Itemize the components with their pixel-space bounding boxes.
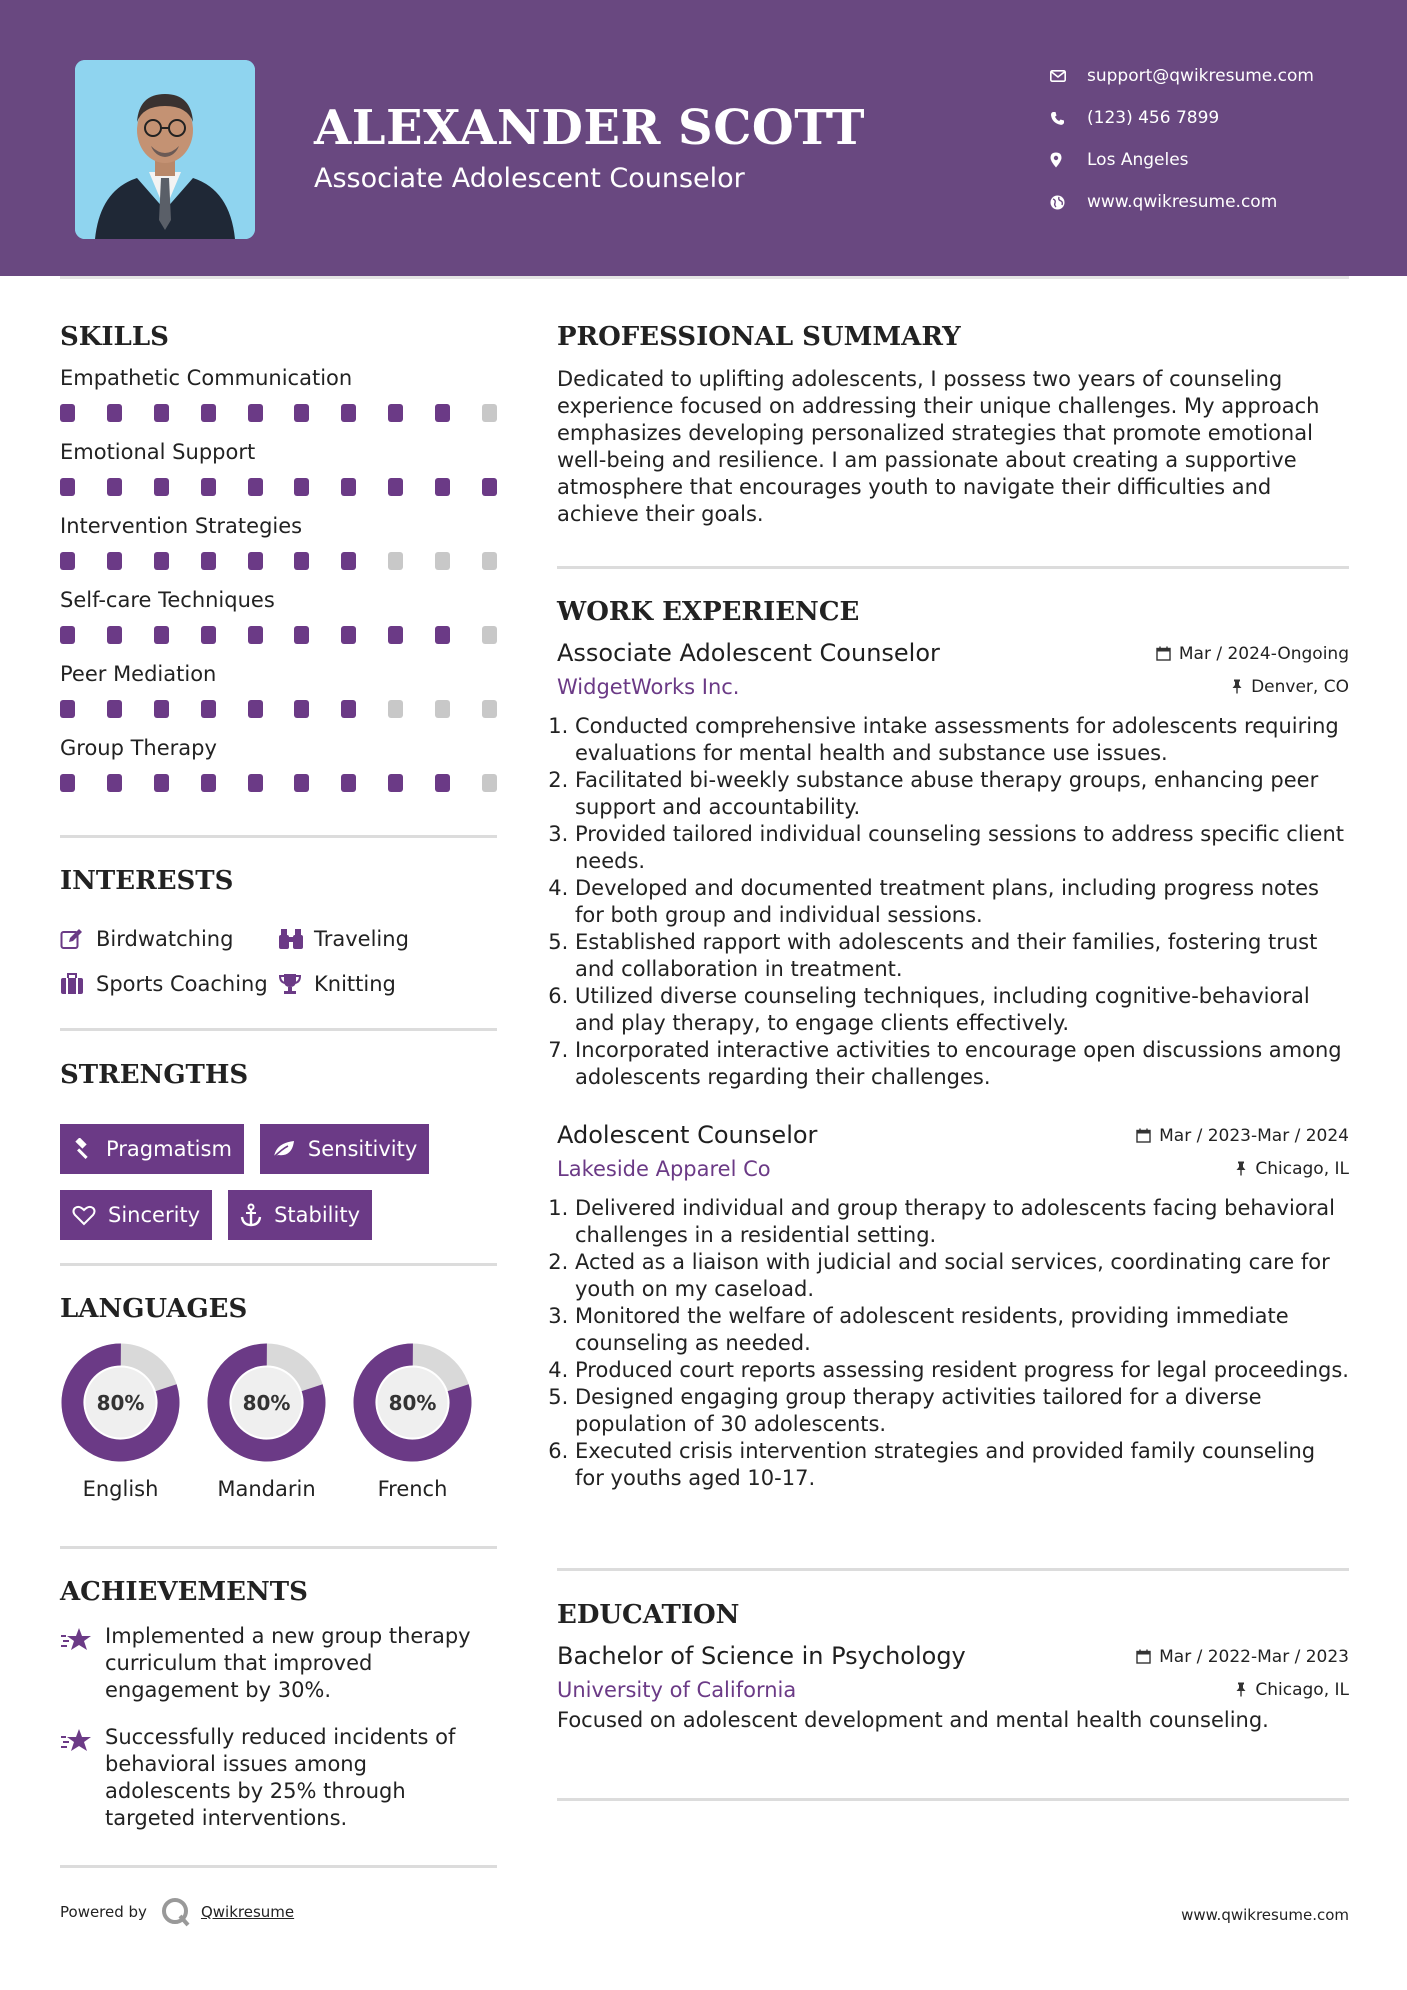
section-divider bbox=[60, 1263, 497, 1266]
skill-dot-filled bbox=[60, 404, 75, 422]
skill-dot-filled bbox=[154, 478, 169, 496]
skill-dot-filled bbox=[107, 700, 122, 718]
contact-location bbox=[1050, 139, 1380, 181]
skill-item bbox=[60, 736, 497, 810]
languages-list bbox=[60, 1342, 497, 1501]
summary-title: PROFESSIONAL SUMMARY bbox=[557, 322, 961, 352]
skill-dot-filled bbox=[248, 774, 263, 792]
strength-tag bbox=[260, 1124, 429, 1174]
skill-name: Peer Mediation bbox=[60, 662, 217, 686]
skill-dot-filled bbox=[435, 774, 450, 792]
skill-dot-filled bbox=[341, 478, 356, 496]
skill-dot-filled bbox=[388, 626, 403, 644]
job-dates bbox=[1136, 1126, 1349, 1146]
skill-dot-filled bbox=[154, 700, 169, 718]
achievements-title: ACHIEVEMENTS bbox=[60, 1577, 308, 1607]
contact-phone[interactable] bbox=[1050, 97, 1380, 139]
skill-dot-filled bbox=[201, 404, 216, 422]
skill-dot-filled bbox=[60, 774, 75, 792]
language-item bbox=[60, 1342, 181, 1501]
skill-dot-filled bbox=[482, 478, 497, 496]
duty-item: 4. Developed and documented treatment plans, including progress notes for both group and individual sessions. bbox=[575, 875, 1349, 929]
header-divider bbox=[60, 276, 1349, 279]
skill-name: Emotional Support bbox=[60, 440, 256, 464]
interest-item bbox=[60, 924, 278, 953]
school-name: University of California bbox=[557, 1678, 797, 1702]
job-location-text: Chicago, IL bbox=[1255, 1158, 1349, 1179]
skill-dot-filled bbox=[341, 700, 356, 718]
duty-item: 1. Conducted comprehensive intake assessments for adolescents requiring evaluations for mental health and substance use issues. bbox=[575, 713, 1349, 767]
skill-dot-filled bbox=[107, 478, 122, 496]
skill-dot-filled bbox=[435, 626, 450, 644]
duty-item: 5. Established rapport with adolescents and their families, fostering trust and collaboration in treatment. bbox=[575, 929, 1349, 983]
skill-dot-empty bbox=[435, 700, 450, 718]
skill-dot-filled bbox=[248, 478, 263, 496]
achievements-section bbox=[60, 1577, 497, 1832]
globe-icon bbox=[1050, 195, 1087, 210]
duty-item: 1. Delivered individual and group therapy to adolescents facing behavioral challenges in a residential setting. bbox=[575, 1195, 1349, 1249]
skill-dot-filled bbox=[388, 774, 403, 792]
contact-list bbox=[1050, 55, 1380, 223]
duty-item: 6. Utilized diverse counseling techniques, including cognitive-behavioral and play therapy, to engage clients effectively. bbox=[575, 983, 1349, 1037]
calendar-icon bbox=[1136, 1649, 1151, 1664]
contact-email-text: support@qwikresume.com bbox=[1087, 66, 1314, 86]
achievement-item bbox=[60, 1623, 497, 1704]
skill-dot-filled bbox=[201, 700, 216, 718]
skill-dot-filled bbox=[107, 626, 122, 644]
skill-dot-empty bbox=[482, 552, 497, 570]
skill-dot-filled bbox=[294, 774, 309, 792]
section-divider bbox=[60, 1546, 497, 1549]
job-title: Associate Adolescent Counselor bbox=[557, 639, 940, 667]
education-entry bbox=[557, 1642, 1349, 1732]
skill-dot-filled bbox=[154, 774, 169, 792]
skill-item bbox=[60, 440, 497, 514]
section-divider bbox=[60, 835, 497, 838]
duties-list bbox=[557, 1195, 1349, 1492]
education-dates bbox=[1136, 1647, 1349, 1667]
company-name: Lakeside Apparel Co bbox=[557, 1157, 771, 1181]
job-dates-text: Mar / 2024-Ongoing bbox=[1178, 643, 1349, 664]
skill-dot-empty bbox=[482, 626, 497, 644]
language-ring bbox=[352, 1342, 473, 1463]
skill-dot-filled bbox=[107, 404, 122, 422]
education-section bbox=[557, 1600, 1349, 1732]
skill-name: Intervention Strategies bbox=[60, 514, 303, 538]
skill-dot-filled bbox=[388, 404, 403, 422]
interests-title: INTERESTS bbox=[60, 866, 234, 896]
section-divider bbox=[557, 566, 1349, 569]
star-icon bbox=[60, 1724, 105, 1832]
duty-item: 7. Incorporated interactive activities to encourage open discussions among adolescents regarding their challenges. bbox=[575, 1037, 1349, 1091]
skill-dot-filled bbox=[60, 478, 75, 496]
job-entry bbox=[557, 639, 1349, 1091]
skill-dot-filled bbox=[154, 404, 169, 422]
section-divider bbox=[557, 1798, 1349, 1801]
interest-item bbox=[278, 924, 497, 953]
job-location-text: Denver, CO bbox=[1251, 676, 1349, 697]
duty-item: 2. Acted as a liaison with judicial and social services, coordinating care for youth on my caseload. bbox=[575, 1249, 1349, 1303]
interest-item bbox=[278, 969, 497, 998]
skill-level-dots bbox=[60, 692, 497, 736]
duty-item: 3. Monitored the welfare of adolescent residents, providing immediate counseling as needed. bbox=[575, 1303, 1349, 1357]
strengths-list bbox=[60, 1124, 497, 1240]
skill-dot-filled bbox=[341, 626, 356, 644]
skill-level-dots bbox=[60, 766, 497, 810]
pencil-icon bbox=[60, 928, 96, 950]
phone-icon bbox=[1050, 111, 1087, 126]
skill-dot-filled bbox=[435, 404, 450, 422]
location-icon bbox=[1050, 152, 1087, 168]
footer-website[interactable]: www.qwikresume.com bbox=[1181, 1906, 1349, 1924]
candidate-title: Associate Adolescent Counselor bbox=[314, 163, 745, 194]
strength-tag bbox=[228, 1190, 372, 1240]
skill-name: Self-care Techniques bbox=[60, 588, 275, 612]
job-dates bbox=[1156, 644, 1349, 664]
strengths-title: STRENGTHS bbox=[60, 1060, 249, 1090]
duty-item: 2. Facilitated bi-weekly substance abuse therapy groups, enhancing peer support and accountability. bbox=[575, 767, 1349, 821]
interest-label: Sports Coaching bbox=[96, 971, 268, 996]
skills-section bbox=[60, 322, 497, 810]
experience-section bbox=[557, 597, 1349, 1492]
pin-icon bbox=[1235, 1682, 1247, 1697]
strengths-section bbox=[60, 1060, 497, 1240]
section-divider bbox=[60, 1028, 497, 1031]
duty-item: 3. Provided tailored individual counseling sessions to address specific client needs. bbox=[575, 821, 1349, 875]
job-title: Adolescent Counselor bbox=[557, 1121, 818, 1149]
star-icon bbox=[60, 1623, 105, 1704]
contact-phone-text: (123) 456 7899 bbox=[1087, 108, 1220, 128]
company-name: WidgetWorks Inc. bbox=[557, 675, 740, 699]
gavel-icon bbox=[72, 1138, 94, 1160]
interest-label: Knitting bbox=[314, 971, 396, 996]
experience-title: WORK EXPERIENCE bbox=[557, 597, 860, 627]
skill-level-dots bbox=[60, 470, 497, 514]
skill-dot-filled bbox=[248, 626, 263, 644]
education-dates-text: Mar / 2022-Mar / 2023 bbox=[1159, 1646, 1349, 1667]
contact-location-text: Los Angeles bbox=[1087, 150, 1189, 170]
skill-dot-empty bbox=[388, 700, 403, 718]
powered-by-text: Powered by bbox=[60, 1903, 147, 1921]
strength-label: Sensitivity bbox=[307, 1137, 418, 1161]
languages-title: LANGUAGES bbox=[60, 1294, 248, 1324]
binoculars-icon bbox=[278, 928, 314, 950]
skill-dot-filled bbox=[154, 552, 169, 570]
strength-label: Stability bbox=[274, 1203, 361, 1227]
skill-dot-filled bbox=[294, 626, 309, 644]
leaf-icon bbox=[272, 1139, 296, 1159]
achievement-item bbox=[60, 1724, 497, 1832]
language-item bbox=[352, 1342, 473, 1501]
skills-title: SKILLS bbox=[60, 322, 169, 352]
skill-dot-filled bbox=[107, 774, 122, 792]
language-percent: 80% bbox=[242, 1391, 291, 1415]
skill-dot-filled bbox=[107, 552, 122, 570]
skill-dot-filled bbox=[341, 404, 356, 422]
summary-text: Dedicated to uplifting adolescents, I possess two years of counseling experience focused on addressing their unique challenges. My approach emphasizes developing personalized strategies that promote emotional well-being and resilience. I am passionate about creating a supportive atmosphere that encourages youth to navigate their difficulties and achieve their goals. bbox=[557, 367, 1320, 526]
profile-photo bbox=[75, 60, 255, 239]
contact-website[interactable] bbox=[1050, 181, 1380, 223]
skill-dot-empty bbox=[482, 774, 497, 792]
language-name: English bbox=[82, 1477, 159, 1501]
pin-icon bbox=[1235, 1161, 1247, 1176]
skill-dot-filled bbox=[435, 478, 450, 496]
strength-label: Pragmatism bbox=[106, 1137, 232, 1161]
skill-item bbox=[60, 662, 497, 736]
skill-dot-filled bbox=[248, 700, 263, 718]
achievement-text: Implemented a new group therapy curriculum that improved engagement by 30%. bbox=[105, 1624, 471, 1702]
section-divider bbox=[557, 1568, 1349, 1571]
briefcase-icon bbox=[60, 973, 96, 995]
achievement-text: Successfully reduced incidents of behavioral issues among adolescents by 25% through targeted interventions. bbox=[105, 1725, 456, 1830]
skill-dot-filled bbox=[201, 478, 216, 496]
education-title: EDUCATION bbox=[557, 1600, 740, 1630]
skill-dot-filled bbox=[294, 478, 309, 496]
summary-section bbox=[557, 322, 1349, 528]
candidate-name: ALEXANDER SCOTT bbox=[314, 100, 865, 156]
skill-level-dots bbox=[60, 618, 497, 662]
skill-dot-filled bbox=[294, 700, 309, 718]
duty-item: 5. Designed engaging group therapy activities tailored for a diverse population of 30 adolescents. bbox=[575, 1384, 1349, 1438]
heart-icon bbox=[72, 1205, 96, 1226]
skill-dot-empty bbox=[388, 552, 403, 570]
calendar-icon bbox=[1156, 646, 1171, 661]
qwikresume-logo-icon bbox=[161, 1897, 191, 1927]
skill-dot-filled bbox=[341, 552, 356, 570]
skill-level-dots bbox=[60, 544, 497, 588]
skill-dot-filled bbox=[341, 774, 356, 792]
skill-dot-filled bbox=[294, 552, 309, 570]
interests-list bbox=[60, 924, 497, 998]
email-icon bbox=[1050, 70, 1087, 82]
skill-item bbox=[60, 588, 497, 662]
interest-label: Birdwatching bbox=[96, 926, 234, 951]
education-location-text: Chicago, IL bbox=[1255, 1679, 1349, 1700]
skill-level-dots bbox=[60, 396, 497, 440]
qwikresume-link[interactable]: Qwikresume bbox=[200, 1903, 295, 1921]
calendar-icon bbox=[1136, 1128, 1151, 1143]
skill-dot-filled bbox=[201, 552, 216, 570]
skill-dot-filled bbox=[248, 552, 263, 570]
interests-section bbox=[60, 866, 497, 998]
skills-list bbox=[60, 366, 497, 810]
education-description: Focused on adolescent development and mental health counseling. bbox=[557, 1708, 1269, 1732]
pin-icon bbox=[1231, 679, 1243, 694]
skill-dot-filled bbox=[294, 404, 309, 422]
strength-label: Sincerity bbox=[108, 1203, 201, 1227]
skill-name: Empathetic Communication bbox=[60, 366, 353, 390]
section-divider bbox=[60, 1865, 497, 1868]
anchor-icon bbox=[240, 1203, 262, 1227]
job-entry bbox=[557, 1121, 1349, 1492]
interest-label: Traveling bbox=[314, 926, 409, 951]
skill-item bbox=[60, 514, 497, 588]
skill-dot-filled bbox=[201, 774, 216, 792]
resume-header bbox=[0, 0, 1407, 276]
language-ring bbox=[206, 1342, 327, 1463]
job-location bbox=[1235, 1159, 1349, 1179]
language-percent: 80% bbox=[96, 1391, 145, 1415]
skill-dot-empty bbox=[482, 700, 497, 718]
degree: Bachelor of Science in Psychology bbox=[557, 1642, 966, 1670]
skill-dot-filled bbox=[60, 626, 75, 644]
strength-tag bbox=[60, 1124, 244, 1174]
job-dates-text: Mar / 2023-Mar / 2024 bbox=[1159, 1125, 1349, 1146]
duty-item: 6. Executed crisis intervention strategies and provided family counseling for youths aged 10-17. bbox=[575, 1438, 1349, 1492]
duty-item: 4. Produced court reports assessing resident progress for legal proceedings. bbox=[575, 1357, 1349, 1384]
contact-email[interactable] bbox=[1050, 55, 1380, 97]
skill-dot-empty bbox=[482, 404, 497, 422]
skill-name: Group Therapy bbox=[60, 736, 217, 760]
language-name: French bbox=[377, 1477, 448, 1501]
skill-dot-filled bbox=[154, 626, 169, 644]
person-illustration bbox=[75, 60, 255, 239]
skill-dot-filled bbox=[388, 478, 403, 496]
skill-dot-filled bbox=[60, 700, 75, 718]
trophy-icon bbox=[278, 973, 314, 995]
footer-branding bbox=[60, 1897, 294, 1927]
language-item bbox=[206, 1342, 327, 1501]
language-ring bbox=[60, 1342, 181, 1463]
job-location bbox=[1231, 677, 1349, 697]
language-percent: 80% bbox=[388, 1391, 437, 1415]
interest-item bbox=[60, 969, 278, 998]
languages-section bbox=[60, 1294, 497, 1501]
skill-dot-filled bbox=[60, 552, 75, 570]
skill-dot-filled bbox=[248, 404, 263, 422]
education-location bbox=[1235, 1680, 1349, 1700]
skill-item bbox=[60, 366, 497, 440]
duties-list bbox=[557, 713, 1349, 1091]
strength-tag bbox=[60, 1190, 212, 1240]
skill-dot-empty bbox=[435, 552, 450, 570]
language-name: Mandarin bbox=[217, 1477, 316, 1501]
contact-website-text: www.qwikresume.com bbox=[1087, 192, 1278, 212]
skill-dot-filled bbox=[201, 626, 216, 644]
